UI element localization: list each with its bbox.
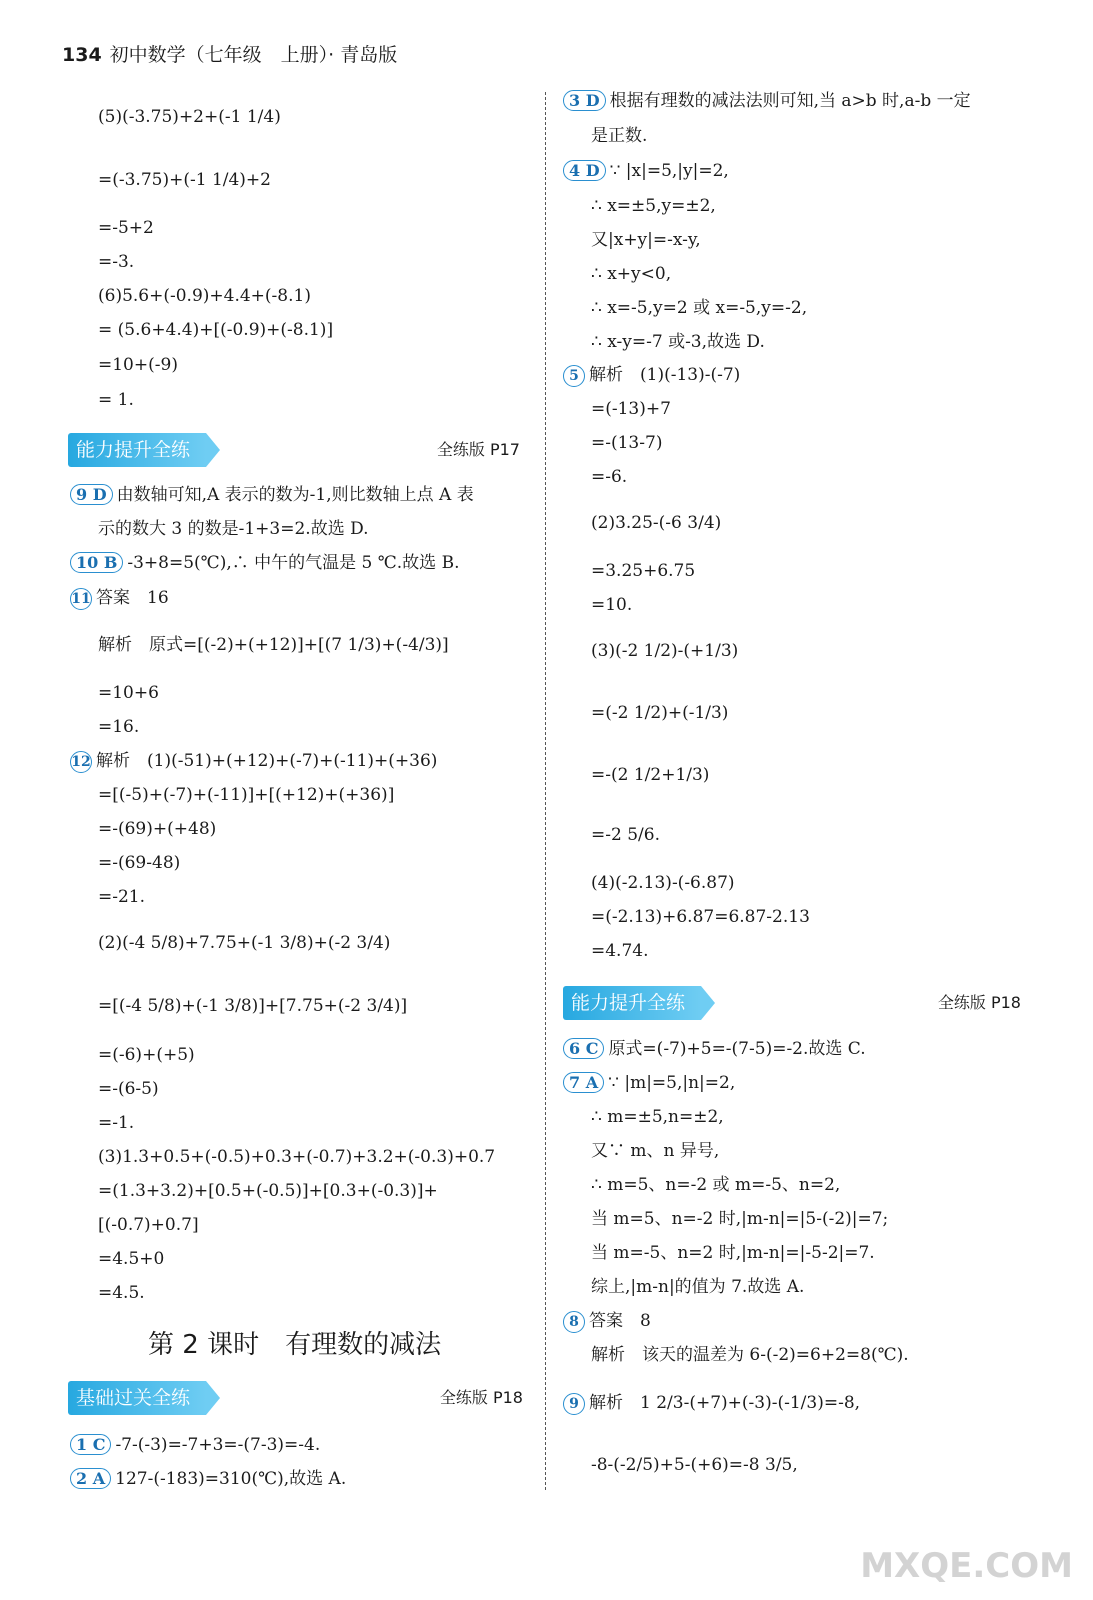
line-text: 原式=(-7)+5=-(7-5)=-2.故选 C. xyxy=(608,1039,866,1059)
line-text: 又|x+y|=-x-y, xyxy=(591,230,701,250)
line-text: =(-2.13)+6.87=6.87-2.13 xyxy=(591,907,810,927)
text-line xyxy=(98,387,134,413)
line-text: =-(2 1/2+1/3) xyxy=(591,765,710,785)
text-line xyxy=(563,1036,866,1062)
line-text: =4.5+0 xyxy=(98,1249,165,1269)
line-text: =-1. xyxy=(98,1113,135,1133)
text-line xyxy=(98,1246,164,1272)
line-text: = 1. xyxy=(98,390,134,410)
line-text: = (5.6+4.4)+[(-0.9)+(-8.1)] xyxy=(98,320,334,340)
line-text: =-21. xyxy=(98,887,146,907)
text-line xyxy=(591,822,660,848)
line-text: =3.25+6.75 xyxy=(591,561,696,581)
line-text: (2)(-4 5/8)+7.75+(-1 3/8)+(-2 3/4) xyxy=(98,933,391,953)
text-line xyxy=(591,430,662,456)
question-number: 9 D xyxy=(70,484,113,505)
line-text: (5)(-3.75)+2+(-1 1/4) xyxy=(98,107,281,127)
line-text: 解析 (1)(-13)-(-7) xyxy=(589,365,741,385)
text-line xyxy=(70,1432,320,1458)
text-line xyxy=(591,904,810,930)
line-text: =-(69-48) xyxy=(98,853,181,873)
text-line xyxy=(591,1274,804,1300)
text-line xyxy=(591,329,765,355)
text-line xyxy=(563,1390,860,1416)
text-line xyxy=(98,516,369,542)
text-line xyxy=(70,585,169,611)
line-text: =-(6-5) xyxy=(98,1079,159,1099)
question-number: 7 A xyxy=(563,1072,604,1093)
text-line xyxy=(98,283,311,309)
line-text: (6)5.6+(-0.9)+4.4+(-8.1) xyxy=(98,286,311,306)
line-text: =10. xyxy=(591,595,633,615)
line-text: =-3. xyxy=(98,252,135,272)
line-text: 示的数大 3 的数是-1+3=2.故选 D. xyxy=(98,519,369,539)
text-line xyxy=(98,1110,134,1136)
question-number: 3 D xyxy=(563,90,606,111)
line-text: =-(13-7) xyxy=(591,433,663,453)
line-text: -3+8=5(℃),∴ 中午的气温是 5 ℃.故选 B. xyxy=(127,553,460,573)
text-line xyxy=(98,1144,495,1170)
line-text: ∵ |x|=5,|y|=2, xyxy=(609,161,729,181)
text-line xyxy=(98,680,159,706)
text-line xyxy=(591,261,671,287)
question-number: 11 xyxy=(70,588,92,610)
line-text: 综上,|m-n|的值为 7.故选 A. xyxy=(591,1277,805,1297)
line-text: =4.74. xyxy=(591,941,649,961)
banner-page-ref: 全练版 P18 xyxy=(937,993,1021,1012)
text-line xyxy=(591,464,627,490)
line-text: =-5+2 xyxy=(98,218,154,238)
line-text: (2)3.25-(-6 3/4) xyxy=(591,513,722,533)
line-text: ∴ x+y<0, xyxy=(591,264,672,284)
text-line xyxy=(563,158,729,184)
line-text: =-(69)+(+48) xyxy=(98,819,217,839)
banner-basic xyxy=(68,1381,523,1415)
text-line xyxy=(591,295,807,321)
text-line xyxy=(98,1042,195,1068)
text-line xyxy=(98,317,333,343)
text-line xyxy=(591,1240,875,1266)
text-line xyxy=(98,167,271,193)
line-text: -7-(-3)=-7+3=-(7-3)=-4. xyxy=(115,1435,321,1455)
line-text: (3)1.3+0.5+(-0.5)+0.3+(-0.7)+3.2+(-0.3)+0.7 xyxy=(98,1147,496,1167)
text-line xyxy=(591,396,671,422)
line-text: ∴ x-y=-7 或-3,故选 D. xyxy=(591,332,765,352)
text-line xyxy=(591,123,647,149)
section-title: 第 2 课时 有理数的减法 xyxy=(148,1330,442,1360)
text-line xyxy=(98,850,180,876)
line-text: =[(-4 5/8)+(-1 3/8)]+[7.75+(-2 3/4)] xyxy=(98,996,408,1016)
text-line xyxy=(98,816,216,842)
line-text: =(-13)+7 xyxy=(591,399,671,419)
text-line xyxy=(591,938,649,964)
line-text: [(-0.7)+0.7] xyxy=(98,1215,199,1235)
text-line xyxy=(98,104,281,130)
line-text: 解析 (1)(-51)+(+12)+(-7)+(-11)+(+36) xyxy=(96,751,438,771)
line-text: 解析 该天的温差为 6-(-2)=6+2=8(℃). xyxy=(591,1345,909,1365)
question-number: 2 A xyxy=(70,1468,111,1489)
text-line xyxy=(563,1308,651,1334)
question-number: 12 xyxy=(70,751,92,773)
text-line xyxy=(591,1172,840,1198)
line-text: =-2 5/6. xyxy=(591,825,660,845)
banner-label: 能力提升全练 xyxy=(68,433,206,467)
text-line xyxy=(70,748,437,774)
text-line xyxy=(98,1178,438,1204)
line-text: =(1.3+3.2)+[0.5+(-0.5)]+[0.3+(-0.3)]+ xyxy=(98,1181,438,1201)
line-text: (3)(-2 1/2)-(+1/3) xyxy=(591,641,739,661)
text-line xyxy=(591,592,632,618)
text-line xyxy=(98,930,390,956)
question-number: 1 C xyxy=(70,1434,111,1455)
text-line xyxy=(98,249,134,275)
text-line xyxy=(98,1212,199,1238)
text-line xyxy=(563,1070,735,1096)
line-text: ∵ |m|=5,|n|=2, xyxy=(608,1073,736,1093)
question-number: 9 xyxy=(563,1393,585,1415)
text-line xyxy=(591,1452,798,1478)
column-divider xyxy=(545,92,546,1490)
text-line xyxy=(591,700,728,726)
banner-ability-1 xyxy=(68,433,520,467)
page-number: 134 xyxy=(62,44,102,66)
text-line xyxy=(70,1466,346,1492)
text-line xyxy=(591,558,695,584)
line-text: =(-3.75)+(-1 1/4)+2 xyxy=(98,170,271,190)
line-text: 是正数. xyxy=(591,126,648,146)
line-text: 当 m=-5、n=2 时,|m-n|=|-5-2|=7. xyxy=(591,1243,875,1263)
text-line xyxy=(98,993,407,1019)
line-text: 答案 16 xyxy=(96,588,169,608)
line-text: 又∵ m、n 异号, xyxy=(591,1141,720,1161)
text-line xyxy=(98,352,178,378)
banner-label: 基础过关全练 xyxy=(68,1381,206,1415)
line-text: =10+6 xyxy=(98,683,159,703)
text-line xyxy=(98,1076,159,1102)
line-text: 根据有理数的减法法则可知,当 a>b 时,a-b 一定 xyxy=(609,91,971,111)
line-text: =-6. xyxy=(591,467,628,487)
banner-label: 能力提升全练 xyxy=(563,986,701,1020)
line-text: =10+(-9) xyxy=(98,355,178,375)
text-line xyxy=(563,88,971,114)
text-line xyxy=(591,193,716,219)
banner-ability-2 xyxy=(563,986,1021,1020)
question-number: 10 B xyxy=(70,552,123,573)
line-text: 当 m=5、n=-2 时,|m-n|=|5-(-2)|=7; xyxy=(591,1209,889,1229)
text-line xyxy=(591,227,701,253)
text-line xyxy=(563,362,740,388)
watermark: MXQE.COM xyxy=(860,1546,1073,1586)
line-text: 答案 8 xyxy=(589,1311,651,1331)
line-text: =16. xyxy=(98,717,140,737)
text-line xyxy=(70,550,459,576)
question-number: 5 xyxy=(563,365,585,387)
text-line xyxy=(591,510,721,536)
line-text: =4.5. xyxy=(98,1283,145,1303)
text-line xyxy=(591,1138,719,1164)
text-line xyxy=(591,638,738,664)
text-line xyxy=(591,1342,909,1368)
line-text: 解析 原式=[(-2)+(+12)]+[(7 1/3)+(-4/3)] xyxy=(98,635,449,655)
line-text: (4)(-2.13)-(-6.87) xyxy=(591,873,735,893)
line-text: ∴ m=±5,n=±2, xyxy=(591,1107,724,1127)
question-number: 8 xyxy=(563,1311,585,1333)
line-text: 解析 1 2/3-(+7)+(-3)-(-1/3)=-8, xyxy=(589,1393,861,1413)
line-text: =[(-5)+(-7)+(-11)]+[(+12)+(+36)] xyxy=(98,785,395,805)
text-line xyxy=(98,215,154,241)
text-line xyxy=(591,1206,888,1232)
question-number: 4 D xyxy=(563,160,606,181)
text-line xyxy=(98,714,139,740)
line-text: 127-(-183)=310(℃),故选 A. xyxy=(115,1469,347,1489)
text-line xyxy=(98,884,145,910)
text-line xyxy=(98,632,449,658)
text-line xyxy=(591,762,709,788)
banner-page-ref: 全练版 P17 xyxy=(436,440,520,459)
page-header xyxy=(62,40,397,67)
text-line xyxy=(591,870,735,896)
question-number: 6 C xyxy=(563,1038,604,1059)
line-text: =(-6)+(+5) xyxy=(98,1045,195,1065)
line-text: ∴ x=-5,y=2 或 x=-5,y=-2, xyxy=(591,298,808,318)
text-line xyxy=(98,1280,145,1306)
book-title: 初中数学（七年级 上册）· 青岛版 xyxy=(109,44,398,66)
line-text: 由数轴可知,A 表示的数为-1,则比数轴上点 A 表 xyxy=(116,485,474,505)
text-line xyxy=(98,782,394,808)
line-text: =(-2 1/2)+(-1/3) xyxy=(591,703,729,723)
banner-page-ref: 全练版 P18 xyxy=(439,1388,523,1407)
line-text: ∴ x=±5,y=±2, xyxy=(591,196,716,216)
line-text: -8-(-2/5)+5-(+6)=-8 3/5, xyxy=(591,1455,798,1475)
text-line xyxy=(70,482,474,508)
line-text: ∴ m=5、n=-2 或 m=-5、n=2, xyxy=(591,1175,841,1195)
text-line xyxy=(591,1104,724,1130)
